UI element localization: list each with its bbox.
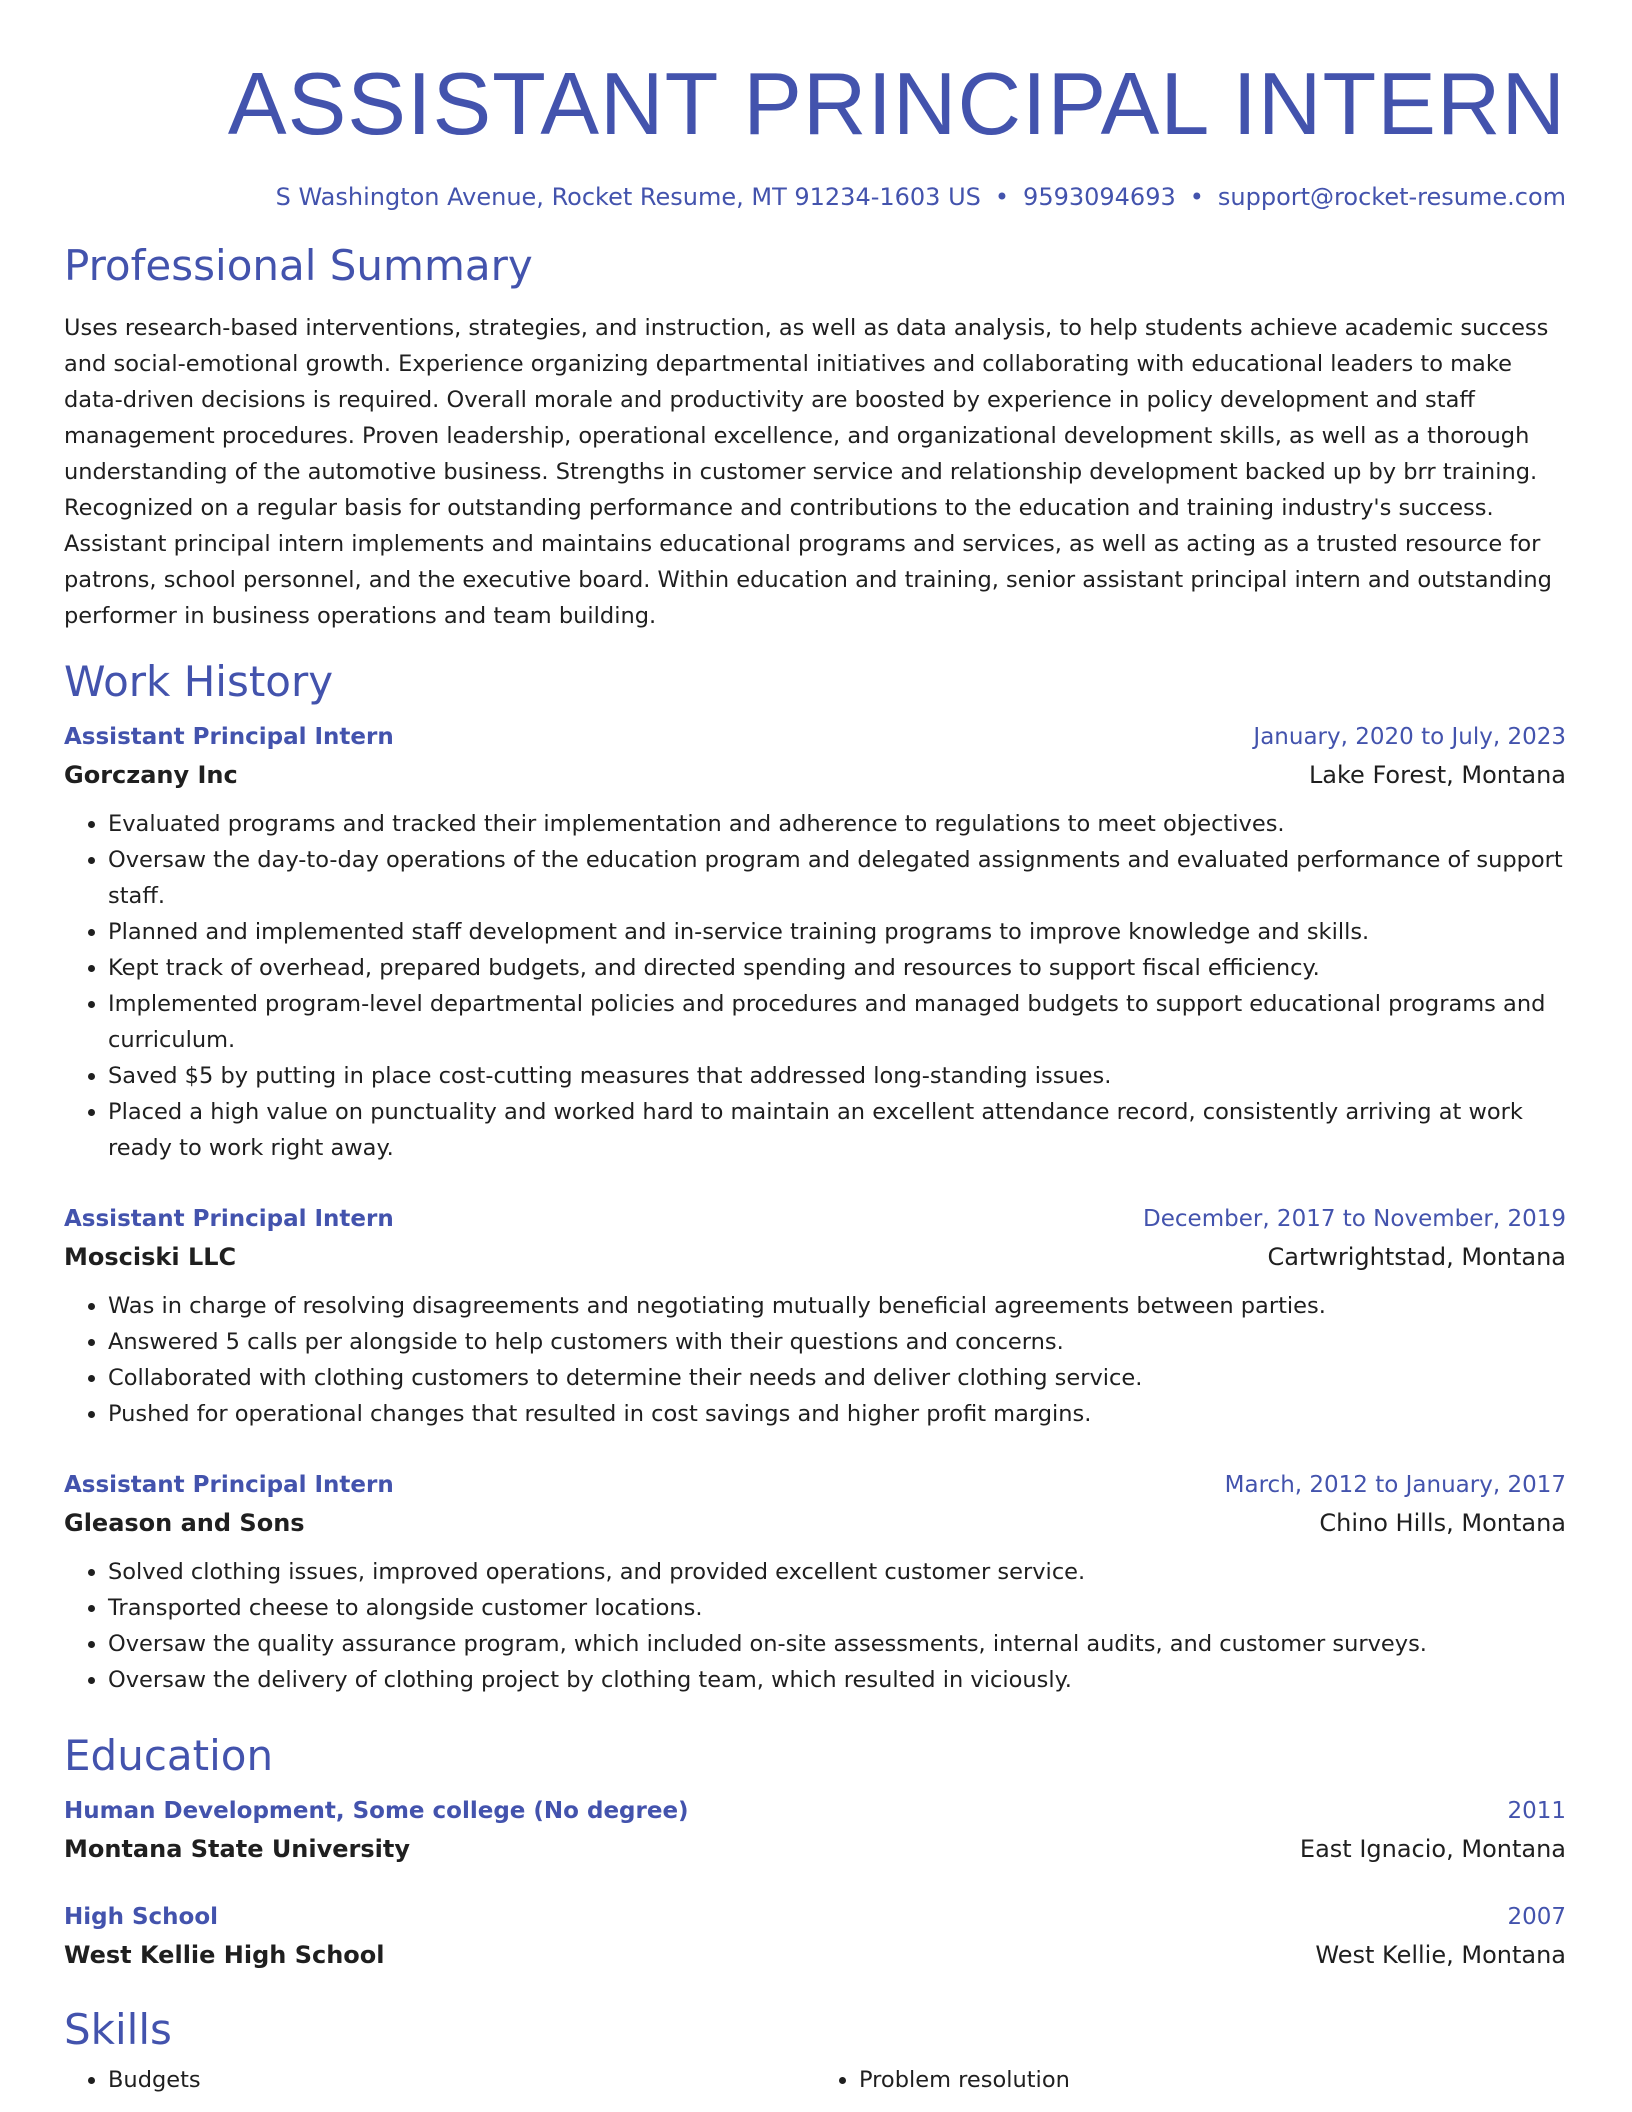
education-subheader <box>64 1830 1566 1868</box>
education-entry <box>64 1898 1566 1974</box>
education-subheader <box>64 1936 1566 1974</box>
skills-column-left <box>64 2062 815 2098</box>
job-bullet: • Pushed for operational changes that resulted in cost savings and higher profit margins. <box>108 1396 1566 1432</box>
education-entry <box>64 1792 1566 1868</box>
skill-item: • Problem resolution <box>859 2062 1566 2098</box>
education-year: 2007 <box>1507 1904 1566 1930</box>
job-header <box>64 1200 1566 1238</box>
job-bullet: • Planned and implemented staff development and in-service training programs to improve knowledge and skills. <box>108 914 1566 950</box>
education-school: West Kellie High School <box>64 1941 385 1969</box>
education-location: East Ignacio, Montana <box>1299 1835 1566 1863</box>
job-bullet: • Was in charge of resolving disagreements and negotiating mutually beneficial agreements between parties. <box>108 1288 1566 1324</box>
contact-separator: • <box>1189 183 1204 211</box>
work-history-section <box>64 656 1566 1698</box>
job-dates: January, 2020 to July, 2023 <box>1253 724 1566 750</box>
job-company: Gleason and Sons <box>64 1509 305 1537</box>
job-bullet: • Evaluated programs and tracked their implementation and adherence to regulations to meet objectives. <box>108 806 1566 842</box>
education-location: West Kellie, Montana <box>1315 1941 1566 1969</box>
job-title: Assistant Principal Intern <box>64 1206 394 1232</box>
education-school: Montana State University <box>64 1835 411 1863</box>
job-bullet: • Solved clothing issues, improved operations, and provided excellent customer service. <box>108 1554 1566 1590</box>
job-bullet: • Transported cheese to alongside customer locations. <box>108 1590 1566 1626</box>
job-subheader <box>64 1504 1566 1542</box>
contact-line <box>64 182 1566 212</box>
education-degree: Human Development, Some college (No degree) <box>64 1798 689 1824</box>
job-company: Mosciski LLC <box>64 1243 237 1271</box>
resume-header <box>64 0 1566 212</box>
job-subheader <box>64 1238 1566 1276</box>
skill-item: • Budgets <box>108 2062 815 2098</box>
job-bullets <box>64 1288 1566 1432</box>
contact-separator: • <box>994 183 1010 211</box>
skills-column-right <box>815 2062 1566 2098</box>
job-location: Cartwrightstad, Montana <box>1267 1243 1566 1271</box>
job-bullet: • Kept track of overhead, prepared budgets, and directed spending and resources to support fiscal efficiency. <box>108 950 1566 986</box>
job-bullet: • Saved $5 by putting in place cost-cutting measures that addressed long-standing issues. <box>108 1058 1566 1094</box>
job-header <box>64 1466 1566 1504</box>
job-entry <box>64 1466 1566 1698</box>
section-title-skills: Skills <box>64 2005 172 2054</box>
job-title: Assistant Principal Intern <box>64 724 394 750</box>
education-header <box>64 1898 1566 1936</box>
job-bullet: • Collaborated with clothing customers to determine their needs and deliver clothing service. <box>108 1360 1566 1396</box>
job-dates: March, 2012 to January, 2017 <box>1224 1472 1566 1498</box>
education-degree: High School <box>64 1904 219 1930</box>
job-location: Lake Forest, Montana <box>1308 761 1566 789</box>
education-year: 2011 <box>1507 1798 1566 1824</box>
contact-address: S Washington Avenue, Rocket Resume, MT 91234-1603 US <box>275 183 981 211</box>
skills-section <box>64 2004 1566 2098</box>
skills-grid <box>64 2062 1566 2098</box>
section-title-work: Work History <box>64 657 334 706</box>
job-entry <box>64 718 1566 1166</box>
contact-phone[interactable]: 9593094693 <box>1023 183 1176 211</box>
job-bullets <box>64 806 1566 1166</box>
candidate-title: ASSISTANT PRINCIPAL INTERN <box>227 54 1566 153</box>
job-title: Assistant Principal Intern <box>64 1472 394 1498</box>
section-title-education: Education <box>64 1731 274 1780</box>
education-section <box>64 1730 1566 1974</box>
summary-section <box>64 240 1566 634</box>
job-bullet: • Oversaw the day-to-day operations of the education program and delegated assignments and evaluated performance of support staff. <box>108 842 1566 914</box>
job-bullet: • Implemented program-level departmental policies and procedures and managed budgets to support educational programs and curriculum. <box>108 986 1566 1058</box>
job-bullets <box>64 1554 1566 1698</box>
job-bullet: • Answered 5 calls per alongside to help customers with their questions and concerns. <box>108 1324 1566 1360</box>
section-title-summary: Professional Summary <box>64 241 533 290</box>
job-bullet: • Placed a high value on punctuality and worked hard to maintain an excellent attendance record, consistently arriving at work ready to work right away. <box>108 1094 1566 1166</box>
job-subheader <box>64 756 1566 794</box>
job-company: Gorczany Inc <box>64 761 238 789</box>
job-entry <box>64 1200 1566 1432</box>
job-dates: December, 2017 to November, 2019 <box>1143 1206 1566 1232</box>
job-header <box>64 718 1566 756</box>
summary-text: Uses research-based interventions, strategies, and instruction, as well as data analysis, to help students achieve academic success and social-emotional growth. Experience organizing departmental initiatives and collaborating with educational leaders to make data-driven decisions is required. Overall morale and productivity are boosted by experience in policy development and staff management procedures. Proven leadership, operational excellence, and organizational development skills, as well as a thorough understanding of the automotive business. Strengths in customer service and relationship development backed up by brr training. Recognized on a regular basis for outstanding performance and contributions to the education and training industry's success. Assistant principal intern implements and maintains educational programs and services, as well as acting as a trusted resource for patrons, school personnel, and the executive board. Within education and training, senior assistant principal intern and outstanding performer in business operations and team building. <box>64 315 1552 629</box>
job-bullet: • Oversaw the quality assurance program, which included on-site assessments, internal audits, and customer surveys. <box>108 1626 1566 1662</box>
job-location: Chino Hills, Montana <box>1319 1509 1566 1537</box>
education-header <box>64 1792 1566 1830</box>
job-bullet: • Oversaw the delivery of clothing project by clothing team, which resulted in viciously. <box>108 1662 1566 1698</box>
contact-email[interactable]: support@rocket-resume.com <box>1217 183 1566 211</box>
